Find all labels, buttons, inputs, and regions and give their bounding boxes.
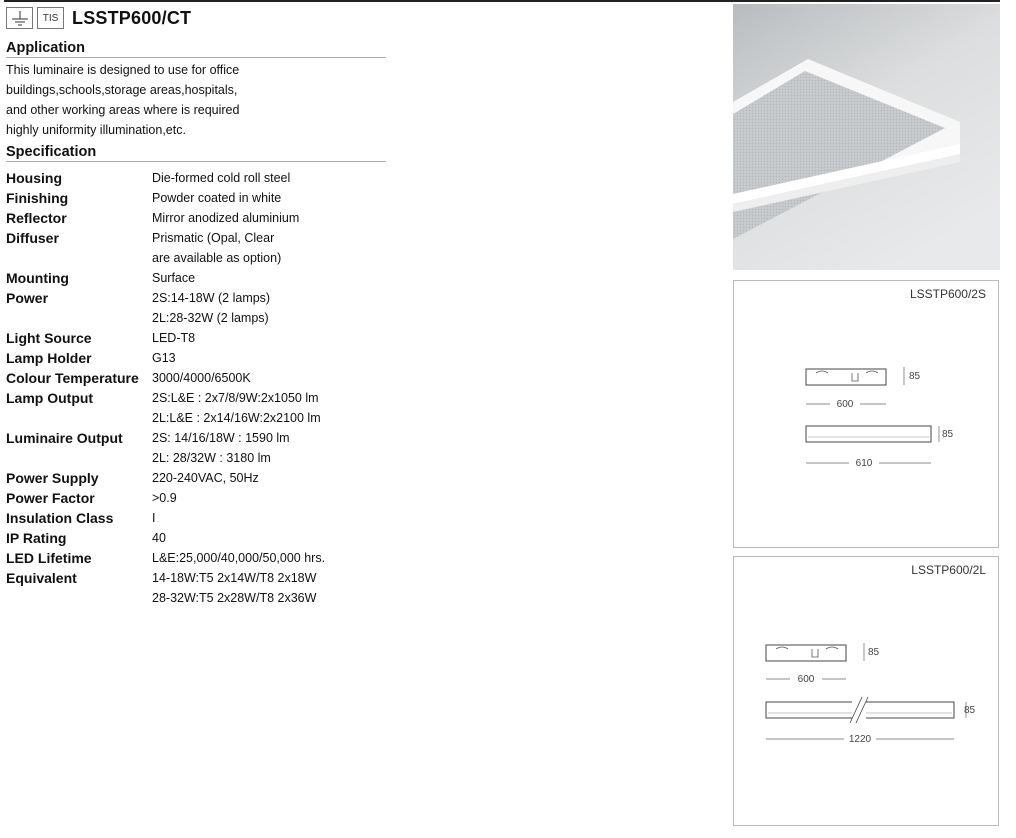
spec-value: >0.9: [152, 491, 177, 505]
spec-key: [6, 588, 152, 608]
end-height-dim: 85: [868, 647, 880, 658]
product-photo: [733, 4, 1000, 270]
spec-row: [6, 388, 452, 408]
drawing-panel-2s: [733, 280, 999, 548]
side-height-dim: 85: [942, 429, 954, 440]
spec-value: 2S:14-18W (2 lamps): [152, 291, 271, 305]
spec-row: [6, 548, 452, 568]
spec-value: 2L: 28/32W : 3180 lm: [152, 451, 271, 465]
end-height-dim: 85: [909, 371, 921, 382]
spec-row: [6, 208, 452, 228]
spec-value: 14-18W:T5 2x14W/T8 2x18W: [152, 571, 317, 585]
spec-key: Colour Temperature: [6, 370, 139, 386]
application-text: [6, 60, 239, 140]
spec-row: [6, 468, 452, 488]
drawing-label: LSSTP600/2L: [911, 563, 986, 577]
spec-row: [6, 228, 452, 248]
spec-row: [6, 288, 452, 308]
spec-value: 40: [152, 531, 166, 545]
spec-key: Mounting: [6, 270, 69, 286]
spec-value: 2S: 14/16/18W : 1590 lm: [152, 431, 290, 445]
drawing-panel-2l: [733, 556, 999, 826]
spec-key: Diffuser: [6, 230, 59, 246]
spec-value: I: [152, 511, 156, 525]
spec-key: [6, 448, 152, 468]
spec-value: 3000/4000/6500K: [152, 371, 251, 385]
spec-value: are available as option): [152, 251, 282, 265]
spec-key: LED Lifetime: [6, 550, 92, 566]
application-line: highly uniformity illumination,etc.: [6, 123, 186, 137]
spec-key: Equivalent: [6, 570, 77, 586]
spec-value: Powder coated in white: [152, 191, 282, 205]
spec-value: 2L:L&E : 2x14/16W:2x2100 lm: [152, 411, 321, 425]
top-rule: [4, 0, 1000, 2]
application-line: This luminaire is designed to use for office: [6, 63, 240, 77]
spec-key: IP Rating: [6, 530, 67, 546]
spec-row: [6, 248, 452, 268]
spec-row: [6, 268, 452, 288]
spec-value: 28-32W:T5 2x28W/T8 2x36W: [152, 591, 317, 605]
spec-row: [6, 328, 452, 348]
spec-key: [6, 308, 152, 328]
spec-row: [6, 408, 452, 428]
spec-key: Housing: [6, 170, 62, 186]
spec-key: Insulation Class: [6, 510, 114, 526]
spec-key: Power Factor: [6, 490, 95, 506]
spec-row: [6, 528, 452, 548]
side-height-dim: 85: [964, 705, 976, 716]
spec-row: [6, 308, 452, 328]
spec-key: [6, 248, 152, 268]
spec-key: Light Source: [6, 330, 92, 346]
spec-row: [6, 488, 452, 508]
end-width-dim: 600: [797, 674, 815, 685]
spec-value: Prismatic (Opal, Clear: [152, 231, 275, 245]
drawing-label: LSSTP600/2S: [909, 287, 986, 301]
spec-key: Luminaire Output: [6, 430, 123, 446]
spec-key: [6, 408, 152, 428]
spec-value: G13: [152, 351, 176, 365]
application-heading: Application: [6, 40, 386, 58]
header: [6, 6, 191, 30]
spec-value: 220-240VAC, 50Hz: [152, 471, 259, 485]
spec-key: Reflector: [6, 210, 67, 226]
spec-row: [6, 588, 452, 608]
specification-heading: Specification: [6, 144, 386, 162]
spec-value: L&E:25,000/40,000/50,000 hrs.: [152, 551, 326, 565]
spec-row: [6, 368, 452, 388]
product-title: LSSTP600/CT: [72, 7, 192, 28]
spec-row: [6, 428, 452, 448]
spec-key: Lamp Output: [6, 390, 94, 406]
spec-row: [6, 568, 452, 588]
specification-table: [6, 168, 452, 608]
spec-value: Mirror anodized aluminium: [152, 211, 300, 225]
spec-row: [6, 168, 452, 188]
side-length-dim: 610: [855, 458, 873, 469]
earth-ground-icon: [6, 7, 33, 29]
spec-row: [6, 508, 452, 528]
spec-value: Die-formed cold roll steel: [152, 171, 291, 185]
tis-certification-icon: TIS: [37, 7, 64, 29]
spec-row: [6, 188, 452, 208]
spec-value: 2L:28-32W (2 lamps): [152, 311, 269, 325]
side-length-dim: 1220: [848, 734, 872, 745]
end-width-dim: 600: [836, 399, 854, 410]
application-line: buildings,schools,storage areas,hospitals,: [6, 83, 238, 97]
spec-value: 2S:L&E : 2x7/8/9W:2x1050 lm: [152, 391, 319, 405]
spec-key: Power Supply: [6, 470, 99, 486]
spec-key: Lamp Holder: [6, 350, 92, 366]
spec-row: [6, 448, 452, 468]
spec-key: Power: [6, 290, 49, 306]
spec-key: Finishing: [6, 190, 69, 206]
spec-row: [6, 348, 452, 368]
spec-value: Surface: [152, 271, 196, 285]
spec-value: LED-T8: [152, 331, 196, 345]
application-line: and other working areas where is required: [6, 103, 240, 117]
